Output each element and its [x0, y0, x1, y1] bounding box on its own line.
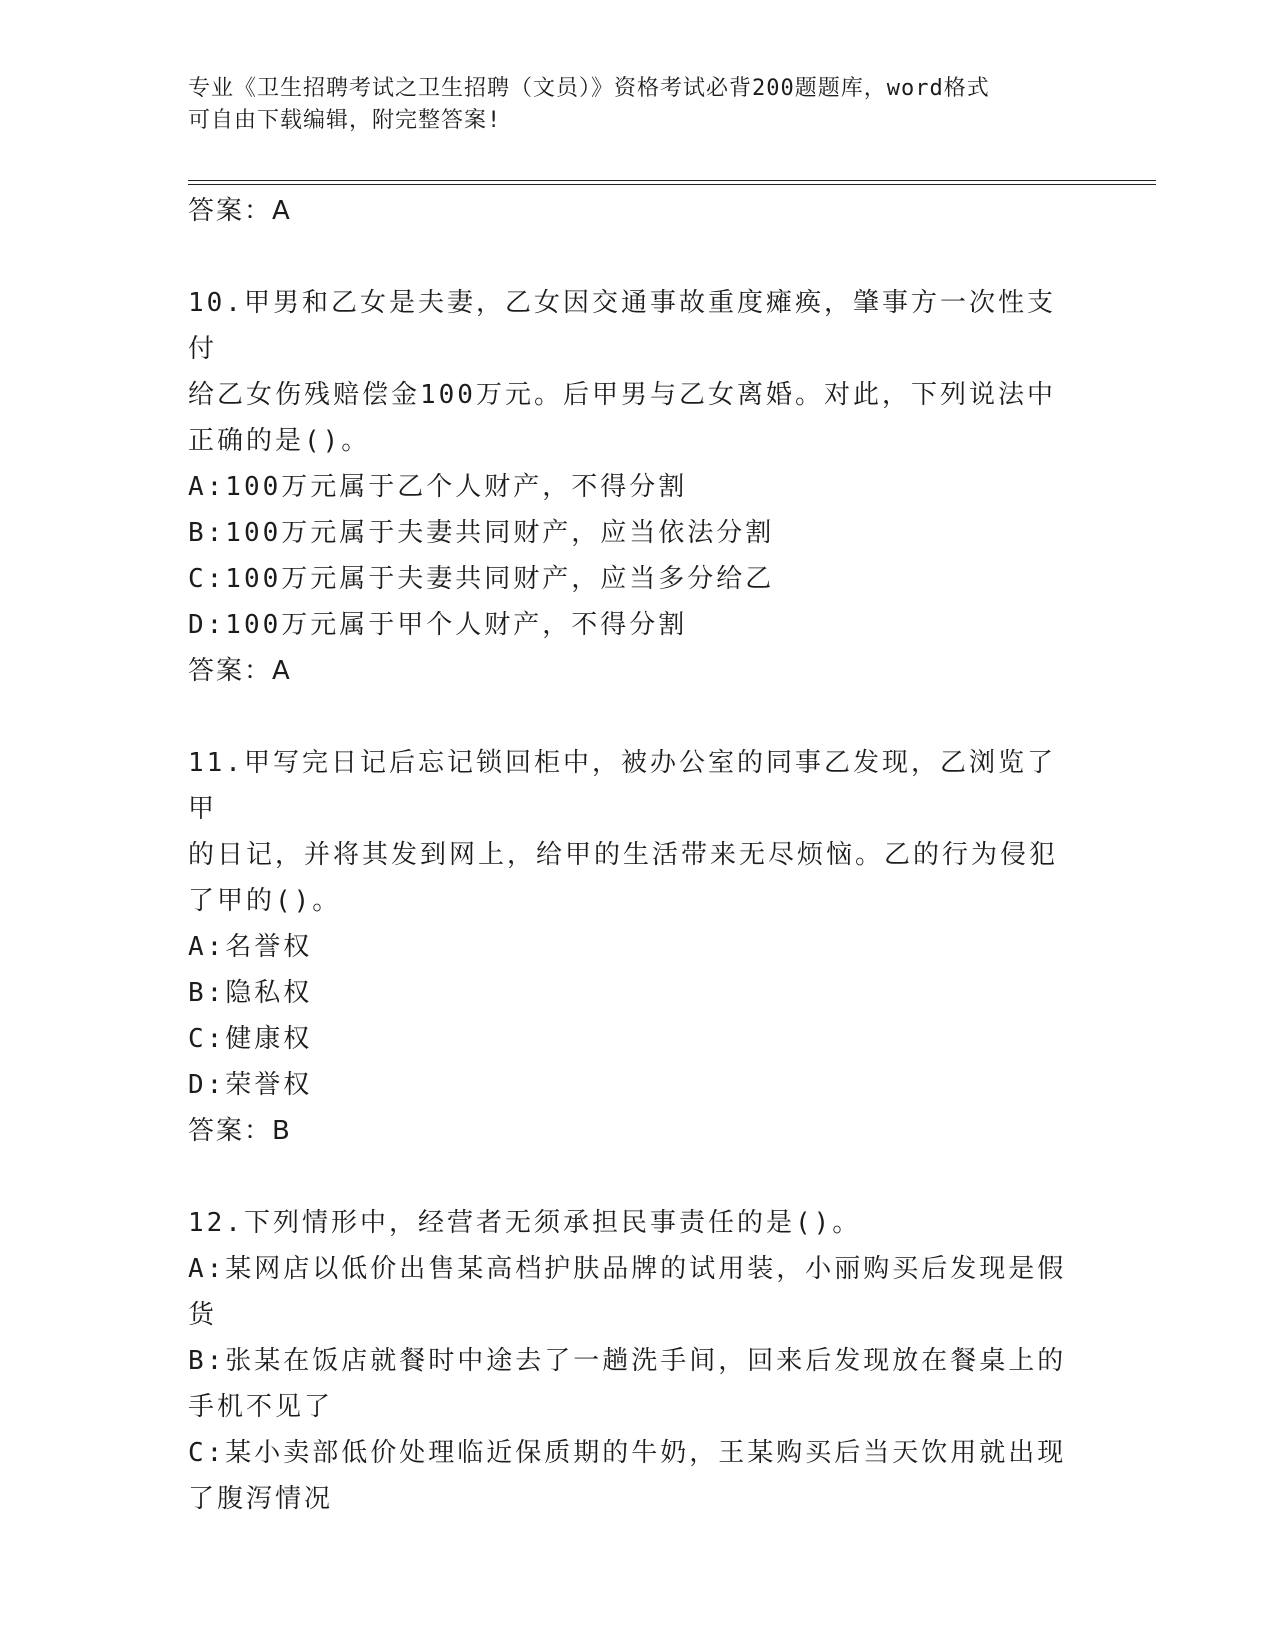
option-b: B:张某在饭店就餐时中途去了一趟洗手间，回来后发现放在餐桌上的 — [188, 1346, 1067, 1376]
question-10 — [188, 280, 1078, 694]
question-stem-line: 12.下列情形中，经营者无须承担民事责任的是()。 — [188, 1208, 862, 1238]
header-line-2: 可自由下载编辑，附完整答案! — [188, 108, 502, 133]
answer-line: 答案：B — [188, 1116, 292, 1146]
option-a: A:某网店以低价出售某高档护肤品牌的试用装，小丽购买后发现是假 — [188, 1254, 1067, 1284]
option-a: A:名誉权 — [188, 932, 313, 962]
document-header — [188, 73, 1088, 137]
option-c: C:健康权 — [188, 1024, 313, 1054]
option-b-continued: 手机不见了 — [188, 1392, 334, 1422]
question-stem-line: 11.甲写完日记后忘记锁回柜中，被办公室的同事乙发现，乙浏览了甲 — [188, 748, 1056, 824]
option-c: C:某小卖部低价处理临近保质期的牛奶，王某购买后当天饮用就出现 — [188, 1438, 1067, 1468]
option-c-continued: 了腹泻情况 — [188, 1484, 334, 1514]
question-stem-line: 了甲的()。 — [188, 886, 342, 916]
question-list — [188, 188, 1078, 1522]
header-divider-bottom — [188, 184, 1156, 185]
option-d: D:荣誉权 — [188, 1070, 313, 1100]
question-stem-line: 给乙女伤残赔偿金100万元。后甲男与乙女离婚。对此，下列说法中 — [188, 380, 1056, 410]
question-stem-line: 10.甲男和乙女是夫妻，乙女因交通事故重度瘫痪，肇事方一次性支付 — [188, 288, 1056, 364]
question-stem-line: 正确的是()。 — [188, 426, 371, 456]
header-divider-top — [188, 180, 1156, 181]
question-stem-line: 的日记，并将其发到网上，给甲的生活带来无尽烦恼。乙的行为侵犯 — [188, 840, 1059, 870]
answer-line: 答案：A — [188, 196, 292, 226]
option-d: D:100万元属于甲个人财产，不得分割 — [188, 610, 688, 640]
answer-line: 答案：A — [188, 656, 292, 686]
question-11 — [188, 740, 1078, 1154]
option-a-continued: 货 — [188, 1300, 218, 1330]
option-b: B:100万元属于夫妻共同财产，应当依法分割 — [188, 518, 775, 548]
option-c: C:100万元属于夫妻共同财产，应当多分给乙 — [188, 564, 775, 594]
option-a: A:100万元属于乙个人财产，不得分割 — [188, 472, 688, 502]
header-line-1: 专业《卫生招聘考试之卫生招聘（文员）》资格考试必背200题题库，word格式 — [188, 76, 990, 101]
question-12 — [188, 1200, 1078, 1522]
option-b: B:隐私权 — [188, 978, 313, 1008]
